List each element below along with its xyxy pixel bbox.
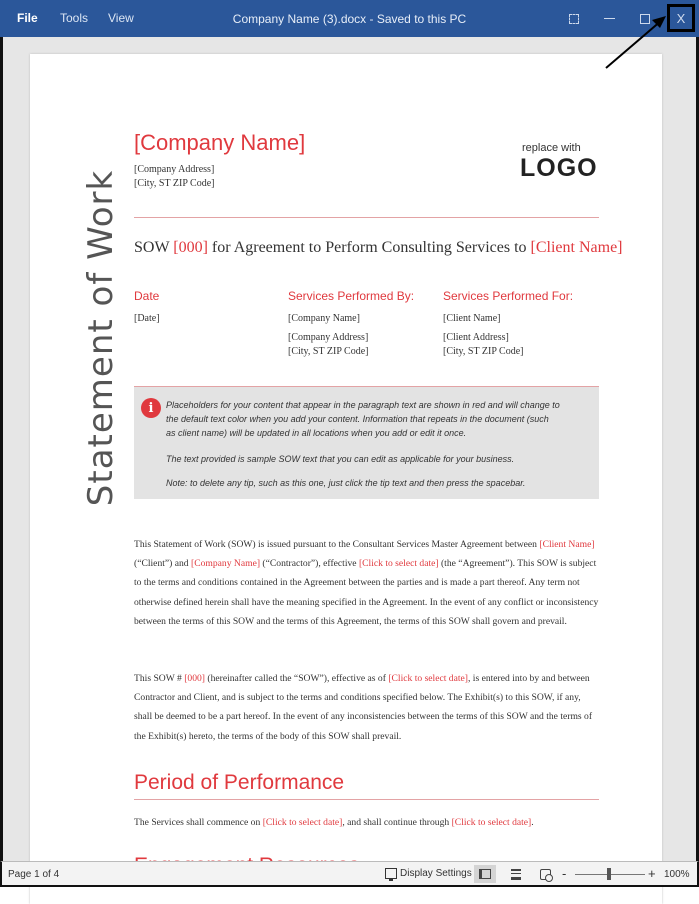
page-count[interactable]: Page 1 of 4 <box>8 869 60 880</box>
tip-box[interactable] <box>134 386 599 499</box>
web-layout-button[interactable] <box>534 865 556 883</box>
tip-line: Note: to delete any tip, such as this one, just click the tip text and then press the spacebar. <box>166 478 526 488</box>
paragraph-sow[interactable]: This SOW # [000] (hereinafter called the “SOW”), effective as of [Click to select date], is entered into by and between Contractor and Client, and is subject to the terms and conditions specified below. The Exhibit(s) to this SOW, if any, shall be deemed to be a part hereof. In the event of any inconsistencies between the terms of this SOW and the terms of the Exhibit(s) hereto, the terms of the body of this SOW shall prevail. <box>134 673 593 742</box>
by-company-name[interactable]: [Company Name] <box>288 313 360 324</box>
zoom-level[interactable]: 100% <box>664 869 690 880</box>
web-icon <box>540 869 551 880</box>
performed-by-heading: Services Performed By: <box>288 289 415 303</box>
print-layout-button[interactable] <box>505 865 527 883</box>
for-client-city[interactable]: [City, ST ZIP Code] <box>443 346 524 357</box>
by-company-city[interactable]: [City, ST ZIP Code] <box>288 346 369 357</box>
logo-placeholder[interactable]: LOGO <box>520 154 598 182</box>
focus-mode-button[interactable] <box>556 0 592 37</box>
vertical-title: Statement of Work <box>81 169 121 507</box>
company-city[interactable]: [City, ST ZIP Code] <box>134 178 215 189</box>
period-heading: Period of Performance <box>134 771 345 794</box>
paragraph-intro[interactable]: This Statement of Work (SOW) is issued pursuant to the Consultant Services Master Agreement between [Client Name] (“Client”) and [Company Name] (“Contractor”), effective [Click to select date] (the “Agreement”). This SOW is subject to the terms and conditions contained in the Agreement between the parties and is made a part thereof. Any term not otherwise defined herein shall have the meaning specified in the Agreement. In the event of any conflict or inconsistency between the terms of this SOW and the terms of this Agreement, the terms of this SOW shall govern and prevail. <box>134 539 599 627</box>
for-client-name[interactable]: [Client Name] <box>443 313 501 324</box>
document-page[interactable] <box>30 54 662 904</box>
info-icon: i <box>141 398 161 418</box>
period-text[interactable]: The Services shall commence on [Click to select date], and shall continue through [Click to select date]. <box>134 817 534 828</box>
tip-line: Placeholders for your content that appear in the paragraph text are shown in red and will change to <box>166 400 560 410</box>
menu-view[interactable]: View <box>108 11 134 25</box>
divider <box>134 799 599 800</box>
company-address[interactable]: [Company Address] <box>134 164 215 175</box>
sow-title: SOW [000] for Agreement to Perform Consulting Services to [Client Name] <box>134 239 623 256</box>
tip-line: as client name) will be updated in all locations when you add or edit it once. <box>166 428 467 438</box>
title-bar <box>0 0 699 37</box>
page-icon <box>511 869 521 880</box>
menu-file[interactable]: File <box>17 11 38 25</box>
sow-number[interactable]: [000] <box>173 239 208 256</box>
tip-line: the default text color when you add your content. Information that repeats in the document (such <box>166 414 549 424</box>
document-title: Company Name (3).docx - Saved to this PC <box>232 12 467 26</box>
by-company-address[interactable]: [Company Address] <box>288 332 369 343</box>
monitor-icon <box>385 868 397 879</box>
display-settings-label: Display Settings <box>400 868 472 879</box>
divider <box>134 217 599 218</box>
annotation-arrow <box>600 10 672 72</box>
document-workspace[interactable] <box>0 37 699 861</box>
display-settings-button[interactable] <box>385 868 472 879</box>
zoom-in-button[interactable]: + <box>648 866 656 881</box>
close-icon: X <box>676 10 686 26</box>
date-value[interactable]: [Date] <box>134 313 160 324</box>
zoom-out-button[interactable]: - <box>562 866 567 881</box>
company-name-placeholder[interactable]: [Company Name] <box>134 130 306 155</box>
logo-caption: replace with <box>522 142 581 154</box>
menu-tools[interactable]: Tools <box>60 11 89 25</box>
read-mode-button[interactable] <box>474 865 496 883</box>
for-client-address[interactable]: [Client Address] <box>443 332 509 343</box>
book-icon <box>479 869 491 879</box>
performed-for-heading: Services Performed For: <box>443 289 574 303</box>
zoom-slider-thumb[interactable] <box>607 868 611 880</box>
date-heading: Date <box>134 289 160 303</box>
status-bar <box>0 861 699 887</box>
client-name-placeholder[interactable]: [Client Name] <box>530 239 623 256</box>
tip-line: The text provided is sample SOW text that you can edit as applicable for your business. <box>166 454 515 464</box>
focus-icon <box>569 14 579 24</box>
